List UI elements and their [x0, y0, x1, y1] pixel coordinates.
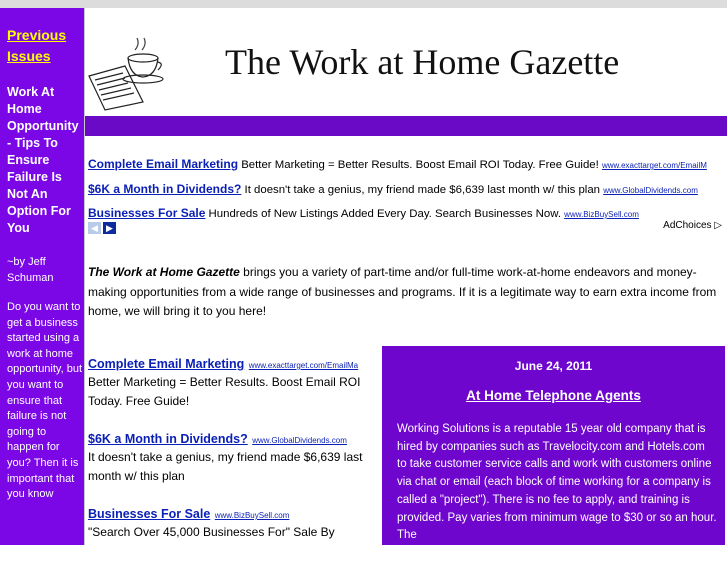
ad-url-link[interactable]: www.exacttarget.com/EmailM: [601, 161, 707, 170]
ad-title-link[interactable]: $6K a Month in Dividends?: [88, 432, 248, 446]
ad-text: "Search Over 45,000 Businesses For" Sale By: [88, 525, 335, 539]
sidebar: [0, 8, 84, 545]
ad-title-link[interactable]: Businesses For Sale: [88, 206, 206, 220]
side-ad-1: [88, 430, 378, 486]
coffee-cup-newspaper-icon: [85, 36, 165, 111]
ad-url-link[interactable]: www.GlobalDividends.com: [252, 436, 347, 445]
ad-text: Better Marketing = Better Results. Boost Email ROI Today. Free Guide!: [238, 159, 602, 171]
ad-text: Hundreds of New Listings Added Every Day. Search Businesses Now.: [205, 208, 565, 220]
sidebar-byline: ~by Jeff Schuman: [7, 256, 54, 284]
header-accent-bar: [85, 116, 727, 136]
ad-pager: [88, 219, 118, 237]
ad-url-link[interactable]: www.BizBuySell.com: [214, 511, 290, 520]
top-ad-block: [88, 153, 727, 227]
ad-text: It doesn't take a genius, my friend made $6,639 last month w/ this plan: [88, 450, 363, 483]
top-ad-1: [88, 178, 727, 203]
ad-url-link[interactable]: www.exacttarget.com/EmailMa: [248, 361, 359, 370]
ad-url-link[interactable]: www.BizBuySell.com: [564, 210, 639, 219]
header: [85, 8, 727, 116]
side-ad-block: [88, 355, 378, 561]
top-ad-2: [88, 202, 727, 227]
side-ad-2: [88, 505, 378, 542]
ad-title-link[interactable]: Businesses For Sale: [88, 507, 211, 521]
ad-text: Better Marketing = Better Results. Boost Email ROI Today. Free Guide!: [88, 375, 361, 408]
ad-title-link[interactable]: $6K a Month in Dividends?: [88, 181, 242, 196]
ad-title-link[interactable]: Complete Email Marketing: [88, 157, 239, 171]
feature-body: Working Solutions is a reputable 15 year old company that is hired by companies such as Travelocity.com and Hotels.com to take customer service calls and work with customers online via chat or email (each block of time working for a company is called a "project"). There is no fee to apply, and training is provided. Pay varies from minimum wage to $30 or so an hour. The: [397, 423, 717, 542]
intro-paragraph: [88, 263, 725, 322]
page-title: The Work at Home Gazette: [225, 42, 620, 82]
sidebar-article-body: Do you want to get a business started using a work at home opportunity, but you want to ensure that failure is not going to happen for you? Then it is important that you know: [7, 301, 83, 501]
top-ad-0: [88, 153, 727, 178]
feature-headline-link[interactable]: At Home Telephone Agents: [466, 388, 641, 403]
sidebar-article-title: Work At Home Opportunity - Tips To Ensure Failure Is Not An Option For You: [7, 85, 79, 235]
previous-issues-link[interactable]: Previous Issues: [7, 27, 67, 64]
intro-title: The Work at Home Gazette: [88, 265, 240, 279]
side-ad-0: [88, 355, 378, 411]
browser-top-strip: [0, 0, 727, 8]
adchoices-link[interactable]: AdChoices ▷: [663, 220, 722, 231]
ad-title-link[interactable]: Complete Email Marketing: [88, 357, 245, 371]
feature-date: June 24, 2011: [514, 359, 593, 373]
chevron-right-icon[interactable]: ▶: [103, 222, 116, 234]
intro-text: brings you a variety of part-time and/or full-time work-at-home endeavors and money-making opportunities from a wide range of businesses and programs. If it is a legitimate way to earn extra income from home, we will bring it to you here!: [88, 265, 717, 318]
chevron-left-icon[interactable]: ◀: [88, 222, 101, 234]
ad-text: It doesn't take a genius, my friend made $6,639 last month w/ this plan: [241, 183, 604, 196]
ad-url-link[interactable]: www.GlobalDividends.com: [603, 185, 698, 195]
feature-article-box: [382, 346, 725, 545]
